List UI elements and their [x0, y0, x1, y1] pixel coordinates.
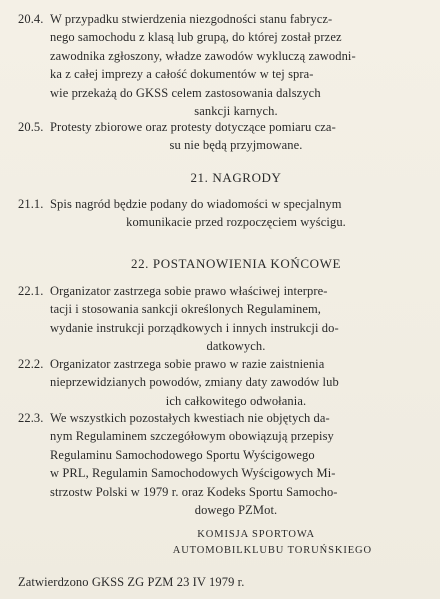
text-line: nego samochodu z klasą lub grupą, do której został przez — [50, 30, 342, 45]
paragraph-number: 20.5. — [18, 120, 44, 134]
text-line: tacji i stosowania sankcji określonych Regulaminem, — [50, 302, 322, 317]
paragraph-text — [50, 10, 422, 120]
paragraph-text — [50, 282, 422, 356]
text-line: nieprzewidzianych powodów, zmiany daty zawodów lub — [50, 375, 339, 390]
text-line: wie przekażą do GKSS celem zastosowania dalszych — [50, 85, 321, 100]
signature-block — [0, 527, 440, 559]
approval-note: Zatwierdzono GKSS ZG PZM 23 IV 1979 r. — [18, 575, 245, 589]
text-line: nym Regulaminem szczegółowym obowiązują przepisy — [50, 429, 334, 444]
text-line: We wszystkich pozostałych kwestiach nie objętych da- — [50, 411, 330, 425]
paragraph-text — [50, 118, 422, 155]
section-heading-nagrody: 21. NAGRODY — [190, 170, 282, 185]
text-line: Spis nagród będzie podany do wiadomości w specjalnym — [50, 197, 342, 211]
signature-line-1: KOMISJA SPORTOWA — [197, 529, 315, 540]
paragraph-number: 22.2. — [18, 357, 44, 371]
paragraph-number: 22.3. — [18, 411, 44, 425]
text-line: ka z całej imprezy a całość dokumentów w tej spra- — [50, 67, 314, 82]
text-line: dowego PZMot. — [194, 503, 278, 518]
text-line: wydanie instrukcji porządkowych i innych instrukcji do- — [50, 320, 339, 335]
text-line: ich całkowitego odwołania. — [165, 393, 307, 408]
text-line: sankcji karnych. — [194, 104, 278, 119]
signature-line-2: AUTOMOBILKLUBU TORUŃSKIEGO — [172, 545, 372, 556]
paragraph-number: 20.4. — [18, 12, 44, 26]
paragraph-text — [50, 195, 422, 232]
text-line: Organizator zastrzega sobie prawo właściwej interpre- — [50, 284, 328, 298]
text-line: W przypadku stwierdzenia niezgodności stanu fabrycz- — [50, 12, 333, 26]
text-line: komunikacie przed rozpoczęciem wyścigu. — [126, 215, 346, 230]
text-line: datkowych. — [206, 339, 266, 354]
text-line: w PRL, Regulamin Samochodowych Wyścigowych Mi- — [50, 466, 336, 481]
paragraph-number: 22.1. — [18, 284, 44, 298]
text-line: Protesty zbiorowe oraz protesty dotyczące pomiaru cza- — [50, 120, 336, 134]
text-line: strzostw Polski w 1979 r. oraz Kodeks Sportu Samocho- — [50, 484, 338, 499]
text-line: zawodnika zgłoszony, władze zawodów wykluczą zawodni- — [50, 48, 356, 63]
paragraph-text — [50, 409, 422, 519]
text-line: Organizator zastrzega sobie prawo w razie zaistnienia — [50, 357, 325, 371]
section-heading-postanowienia: 22. POSTANOWIENIA KOŃCOWE — [130, 256, 342, 271]
paragraph-number: 21.1. — [18, 197, 44, 211]
text-line: Regulaminu Samochodowego Sportu Wyścigowego — [50, 447, 315, 462]
paragraph-text — [50, 355, 422, 410]
text-line: su nie będą przyjmowane. — [169, 138, 303, 153]
